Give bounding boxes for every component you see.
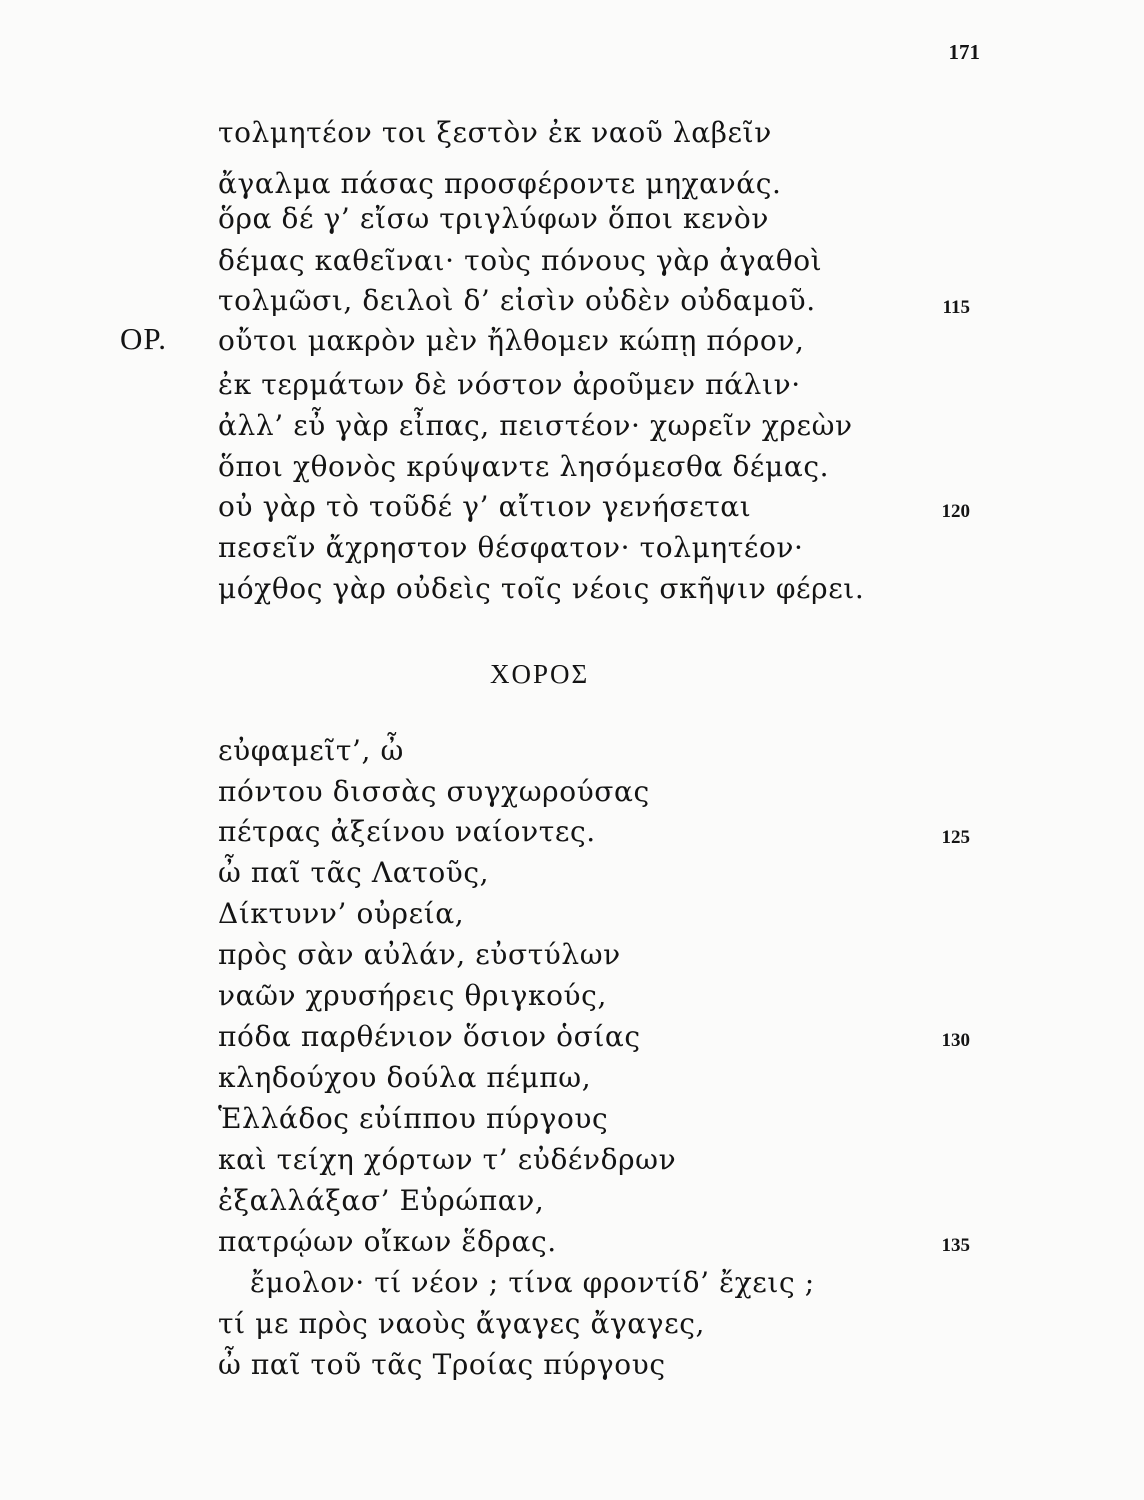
verse-line: ὦ παῖ τᾶς Λατοῦς, [218, 856, 490, 889]
verse-line: οὐ γὰρ τὸ τοῦδέ γ’ αἴτιον γενήσεται [218, 490, 752, 523]
verse-line: ἐξαλλάξασ’ Εὐρώπαν, [218, 1184, 545, 1217]
line-number: 125 [941, 827, 970, 848]
verse-line: ὦ παῖ τοῦ τᾶς Τροίας πύργους [218, 1348, 666, 1381]
verse-line: ἔμολον· τί νέον ; τίνα φροντίδ’ ἔχεις ; [250, 1266, 815, 1299]
line-number: 115 [942, 297, 970, 318]
chorus-heading: ΧΟΡΟΣ [490, 659, 590, 689]
verse-line: πατρῴων οἴκων ἕδρας. [218, 1225, 557, 1258]
verse-line: τί με πρὸς ναοὺς ἄγαγες ἄγαγες, [218, 1307, 706, 1340]
verse-line: ναῶν χρυσήρεις θριγκούς, [218, 979, 607, 1012]
verse-line: πεσεῖν ἄχρηστον θέσφατον· τολμητέον· [218, 531, 804, 564]
verse-line: πόντου δισσὰς συγχωρούσας [218, 775, 650, 808]
line-number: 130 [941, 1030, 970, 1051]
verse-line: ὅρα δέ γ’ εἴσω τριγλύφων ὅποι κενὸν [218, 202, 769, 235]
verse-line: πρὸς σὰν αὐλάν, εὐστύλων [218, 938, 621, 971]
verse-line: τολμῶσι, δειλοὶ δ’ εἰσὶν οὐδὲν οὐδαμοῦ. [218, 284, 816, 317]
page-number: 171 [948, 40, 980, 64]
verse-line: οὔτοι μακρὸν μὲν ἤλθομεν κώπῃ πόρον, [218, 324, 805, 357]
verse-line: ἀλλ’ εὖ γὰρ εἶπας, πειστέον· χωρεῖν χρεὼν [218, 409, 853, 442]
verse-line: ὅποι χθονὸς κρύψαντε λησόμεσθα δέμας. [218, 450, 830, 483]
line-number: 135 [941, 1235, 970, 1256]
verse-line: μόχθος γὰρ οὐδεὶς τοῖς νέοις σκῆψιν φέρει. [218, 572, 865, 605]
speaker-label: ΟΡ. [120, 321, 167, 356]
verse-line: δέμας καθεῖναι· τοὺς πόνους γὰρ ἀγαθοὶ [218, 244, 823, 277]
verse-line: Δίκτυνν’ οὐρεία, [218, 897, 465, 930]
verse-line: κληδούχου δούλα πέμπω, [218, 1061, 592, 1094]
verse-line: πέτρας ἀξείνου ναίοντες. [218, 815, 596, 848]
verse-line: τολμητέον τοι ξεστὸν ἐκ ναοῦ λαβεῖν [218, 116, 772, 149]
verse-line: ἐκ τερμάτων δὲ νόστον ἀροῦμεν πάλιν· [218, 368, 801, 401]
verse-line: εὐφαμεῖτ’, ὦ [218, 734, 404, 767]
line-number: 120 [941, 501, 970, 522]
verse-line: ἄγαλμα πάσας προσφέροντε μηχανάς. [218, 167, 782, 200]
verse-line: καὶ τείχη χόρτων τ’ εὐδένδρων [218, 1143, 677, 1176]
verse-line: Ἑλλάδος εὐίππου πύργους [218, 1102, 609, 1135]
verse-line: πόδα παρθένιον ὅσιον ὁσίας [218, 1020, 641, 1053]
